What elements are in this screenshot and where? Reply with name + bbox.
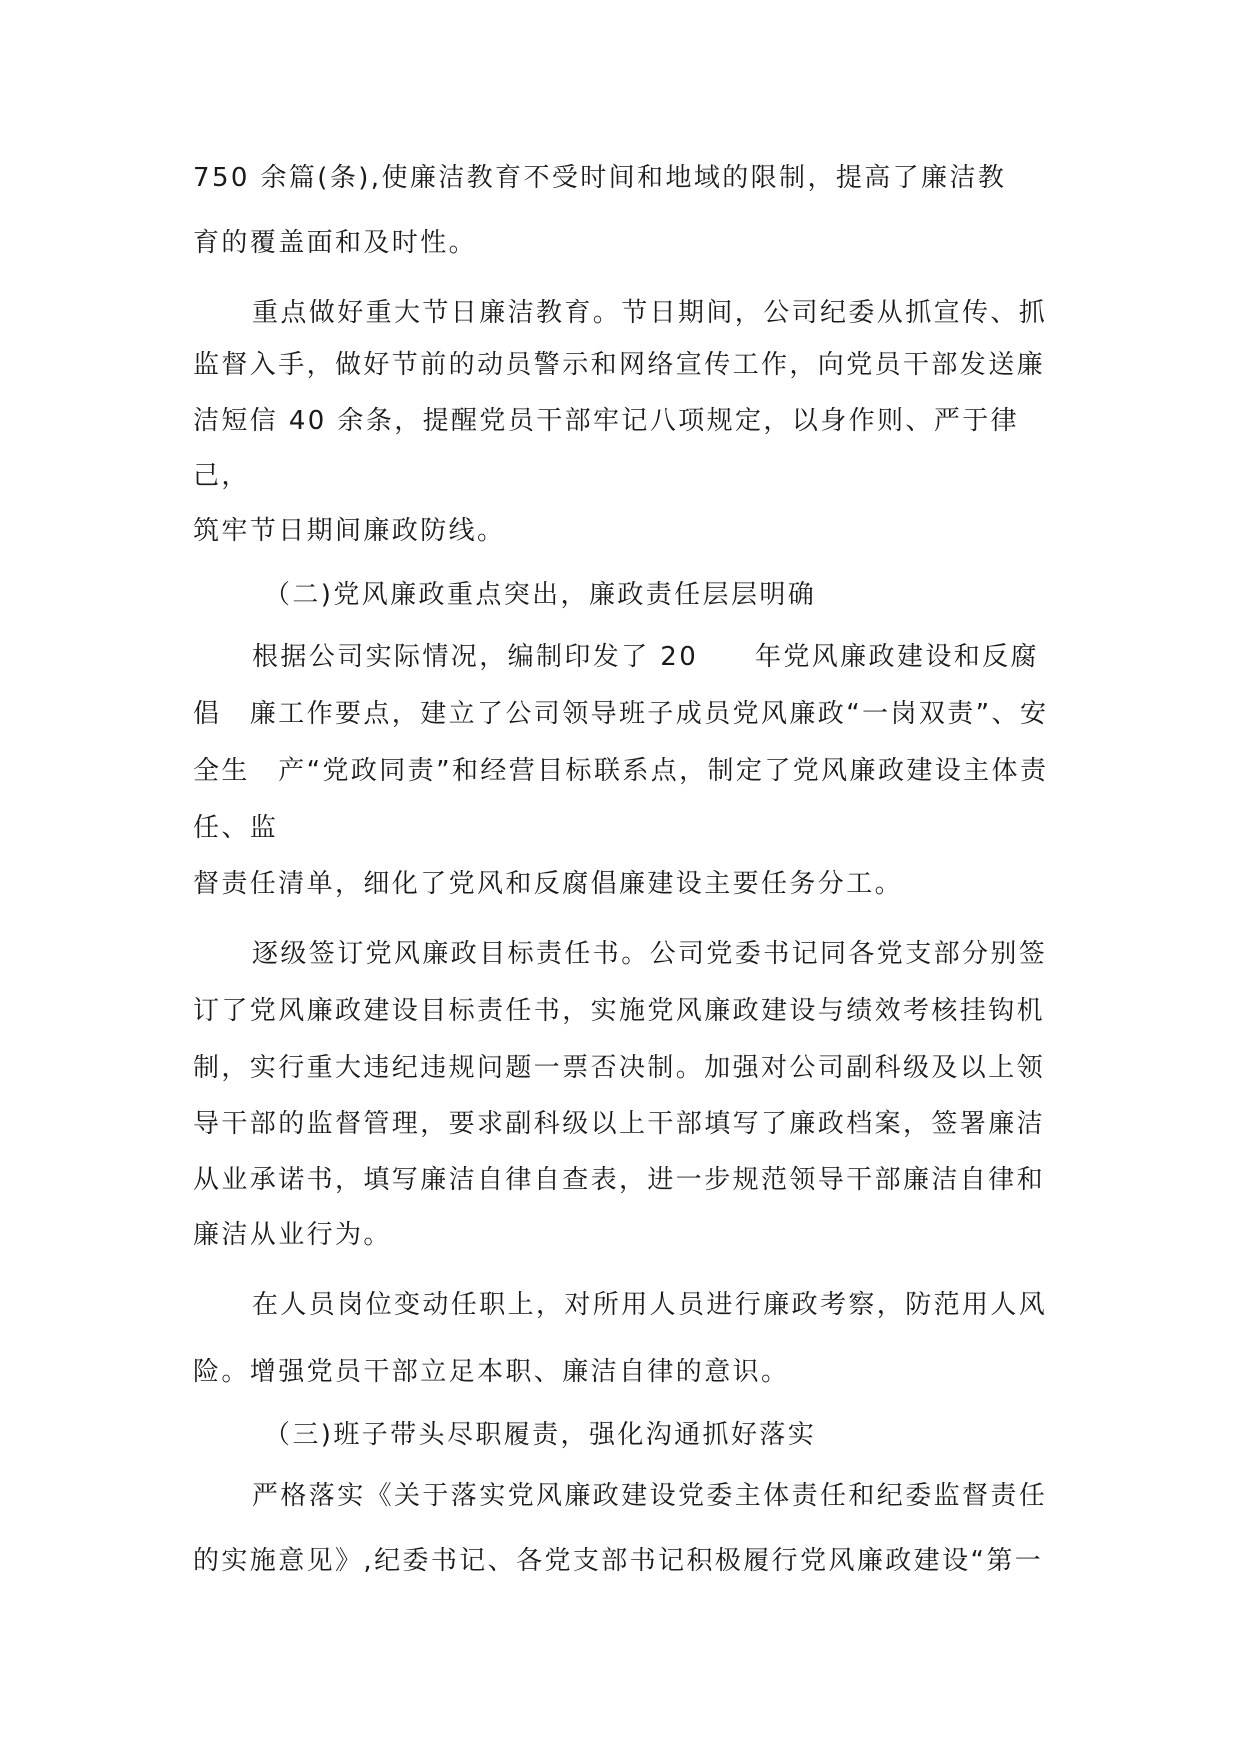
paragraph-line: 订了党风廉政建设目标责任书，实施党风廉政建设与绩效考核挂钩机 (193, 996, 1046, 1026)
paragraph-line: 的实施意见》,纪委书记、各党支部书记积极履行党风廉政建设“第一 (193, 1546, 1044, 1576)
paragraph-line: 严格落实《关于落实党风廉政建设党委主体责任和纪委监督责任 (252, 1481, 1048, 1511)
paragraph-line: 倡 廉工作要点，建立了公司领导班子成员党风廉政“一岗双责”、安 (193, 699, 1049, 729)
paragraph-line: 监督入手，做好节前的动员警示和网络宣传工作，向党员干部发送廉 (193, 350, 1046, 380)
paragraph-line: 750 余篇(条),使廉洁教育不受时间和地域的限制，提高了廉洁教 (193, 163, 1007, 193)
paragraph-line: 筑牢节日期间廉政防线。 (193, 516, 506, 546)
paragraph-line: 在人员岗位变动任职上，对所用人员进行廉政考察，防范用人风 (252, 1290, 1048, 1320)
paragraph-line: 险。增强党员干部立足本职、廉洁自律的意识。 (193, 1357, 790, 1387)
paragraph-line: 育的覆盖面和及时性。 (193, 228, 478, 258)
paragraph-line: 逐级签订党风廉政目标责任书。公司党委书记同各党支部分别签 (252, 939, 1048, 969)
paragraph-line: 从业承诺书，填写廉洁自律自查表，进一步规范领导干部廉洁自律和 (193, 1165, 1046, 1195)
paragraph-line: 重点做好重大节日廉洁教育。节日期间，公司纪委从抓宣传、抓 (252, 298, 1048, 328)
paragraph-line: 洁短信 40 余条，提醒党员干部牢记八项规定，以身作则、严于律 (193, 406, 1020, 436)
section-heading: （二)党风廉政重点突出，廉政责任层层明确 (264, 580, 817, 610)
paragraph-line: 己， (193, 461, 250, 491)
paragraph-line: 督责任清单，细化了党风和反腐倡廉建设主要任务分工。 (193, 869, 904, 899)
paragraph-line: 全生 产“党政同责”和经营目标联系点，制定了党风廉政建设主体责 (193, 756, 1049, 786)
paragraph-line: 导干部的监督管理，要求副科级以上干部填写了廉政档案，签署廉洁 (193, 1109, 1046, 1139)
paragraph-line: 制，实行重大违纪违规问题一票否决制。加强对公司副科级及以上领 (193, 1053, 1046, 1083)
paragraph-line: 任、监 (193, 813, 279, 843)
paragraph-line: 廉洁从业行为。 (193, 1220, 392, 1250)
paragraph-line: 根据公司实际情况，编制印发了 20 年党风廉政建设和反腐 (252, 642, 1039, 672)
section-heading: （三)班子带头尽职履责，强化沟通抓好落实 (264, 1420, 817, 1450)
